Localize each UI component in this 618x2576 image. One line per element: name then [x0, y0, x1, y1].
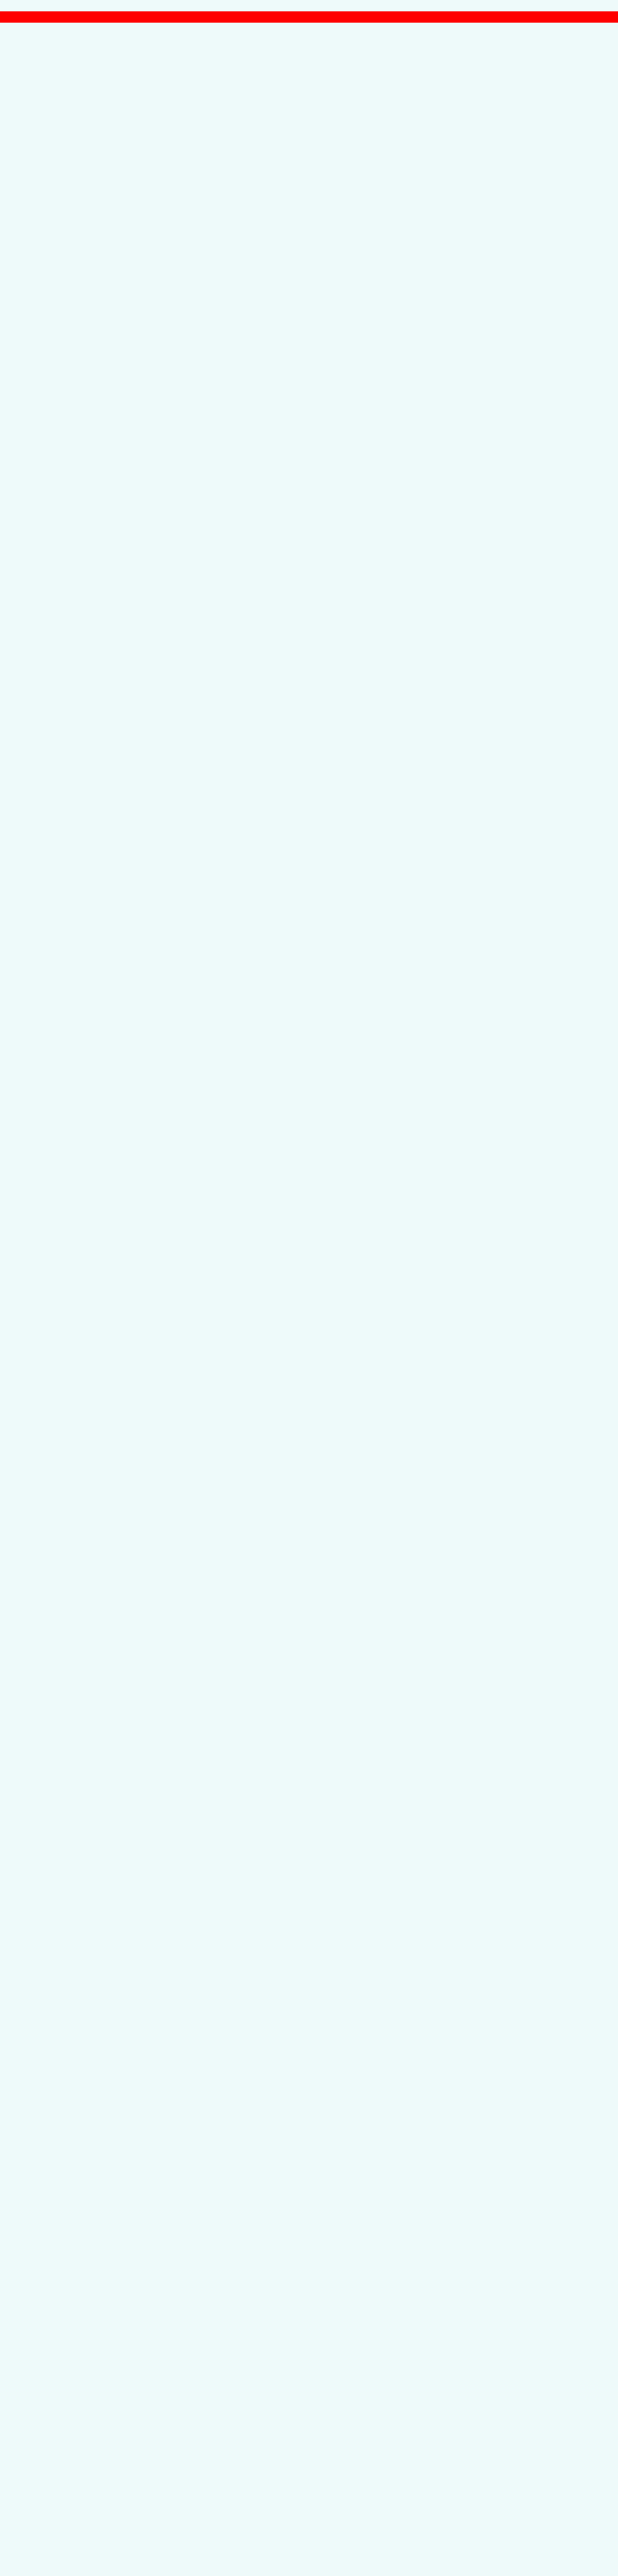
nav-bar [0, 0, 618, 11]
warning-banner [0, 11, 618, 23]
